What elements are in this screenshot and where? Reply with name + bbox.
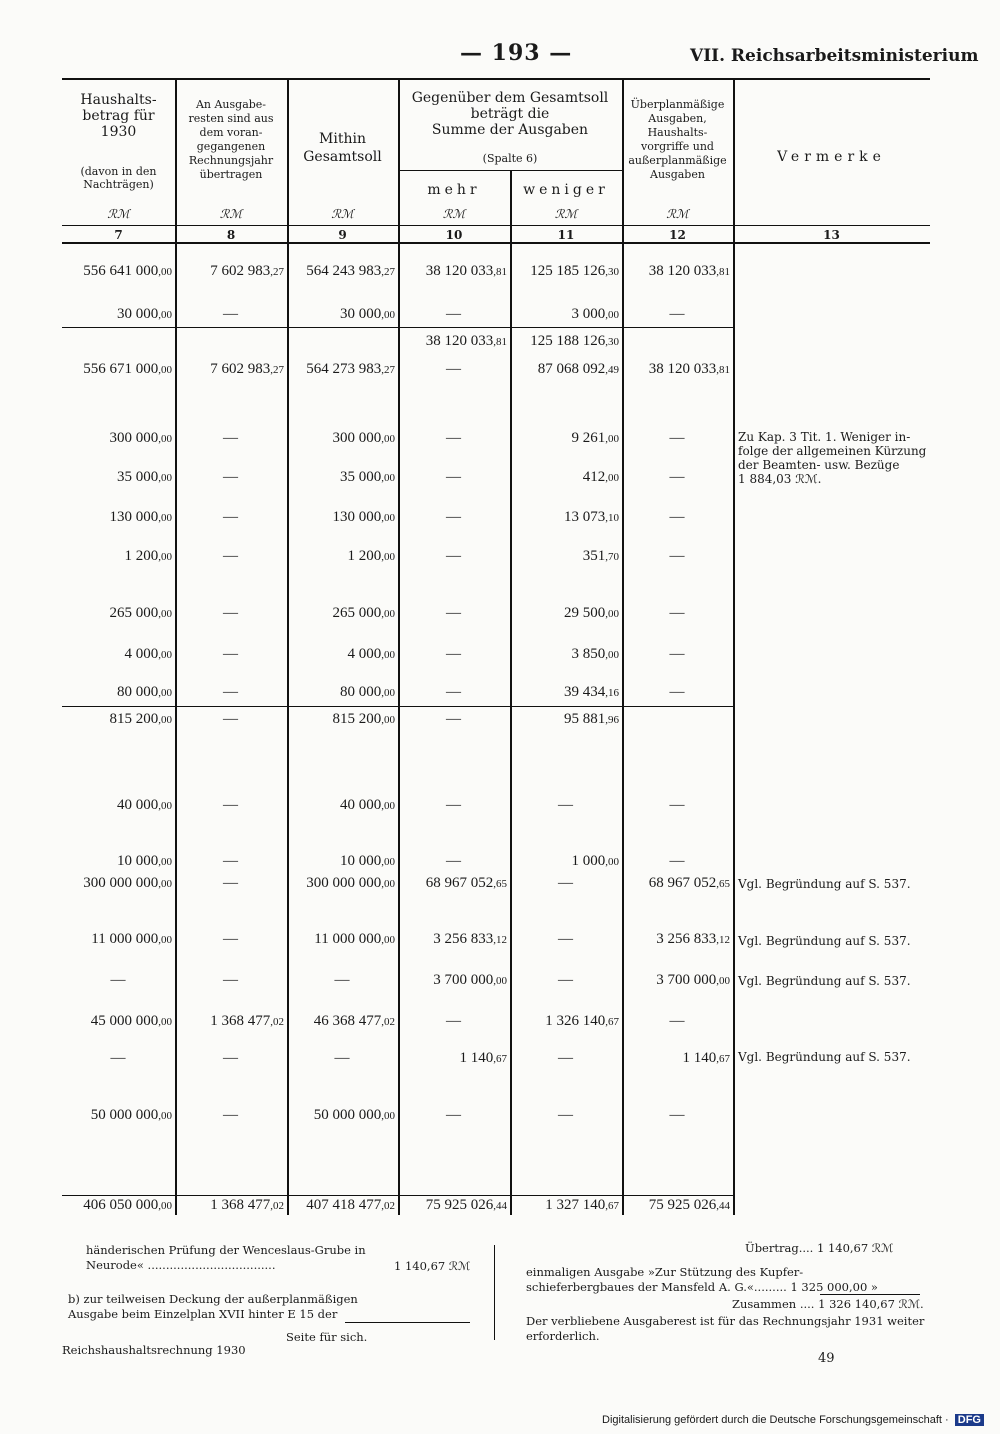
table-cell: —	[446, 646, 461, 662]
table-cell: —	[334, 1050, 350, 1066]
footnote-left-3: Seite für sich.	[286, 1330, 368, 1344]
table-cell: —	[446, 430, 461, 446]
table-top-rule	[62, 78, 930, 80]
table-cell: 7 602 983,27	[210, 361, 284, 377]
col13-header: Vermerke	[777, 149, 886, 165]
table-cell: —	[446, 853, 461, 869]
table-cell: 29 500,00	[564, 605, 619, 621]
col13-number: 13	[823, 228, 840, 242]
table-cell: —	[446, 361, 461, 377]
table-cell: 38 120 033,81	[648, 361, 730, 377]
footer-title: Reichshaushaltsrechnung 1930	[62, 1343, 246, 1357]
remark-kap3: Zu Kap. 3 Tit. 1. Weniger in- folge der allgemeinen Kürzung der Beamten- usw. Bezüge 1 884,03 ℛℳ.	[738, 430, 927, 486]
footnote-left-2: b) zur teilweisen Deckung der außerplanmäßigen Ausgabe beim Einzelplan XVII hinter E 15 der	[68, 1292, 358, 1321]
table-cell: —	[223, 646, 238, 662]
table-cell: 300 000,00	[332, 430, 395, 446]
table-cell: 30 000,00	[117, 306, 172, 322]
table-cell: —	[223, 469, 238, 485]
table-cell: 130 000,00	[109, 509, 172, 525]
table-cell: —	[223, 931, 238, 947]
footnote-divider	[494, 1245, 495, 1340]
table-cell: 46 368 477,02	[313, 1013, 395, 1029]
col10-unit: ℛℳ	[442, 207, 466, 221]
col7-unit: ℛℳ	[107, 207, 130, 221]
table-cell: 38 120 033,81	[425, 333, 507, 349]
col12-unit: ℛℳ	[666, 207, 689, 221]
table-cell: 300 000,00	[109, 430, 172, 446]
footnote-left-1: händerischen Prüfung der Wenceslaus-Grube in Neurode« ...................................	[86, 1243, 366, 1272]
footnote-right-text: einmaligen Ausgabe »Zur Stützung des Kupfer- schieferbergbaues der Mansfeld A. G.«......... 1 325 000,00 »	[526, 1265, 878, 1294]
table-cell: 4 000,00	[347, 646, 395, 662]
col11-header: weniger	[523, 182, 609, 198]
table-cell: 3 256 833,12	[656, 931, 730, 947]
col9-number: 9	[338, 228, 347, 242]
table-cell: 7 602 983,27	[210, 263, 284, 279]
table-cell: —	[558, 1050, 573, 1066]
table-cell: —	[669, 1013, 685, 1029]
table-cell: —	[558, 1107, 573, 1123]
table-cell: 3 256 833,12	[433, 931, 507, 947]
table-cell: —	[223, 430, 238, 446]
table-cell: 265 000,00	[109, 605, 172, 621]
table-cell: 87 068 092,49	[537, 361, 619, 377]
table-cell: 265 000,00	[332, 605, 395, 621]
remark-vgl-4: Vgl. Begründung auf S. 537.	[738, 1050, 911, 1064]
credit-text: Digitalisierung gefördert durch die Deutsche Forschungsgemeinschaft	[602, 1414, 942, 1426]
table-cell: —	[669, 306, 685, 322]
table-cell: —	[446, 548, 461, 564]
table-cell: —	[446, 605, 461, 621]
table-cell: 1 368 477,02	[210, 1197, 284, 1213]
table-cell: 564 243 983,27	[306, 263, 395, 279]
table-cell: 3 000,00	[571, 306, 619, 322]
table-cell: 1 200,00	[347, 548, 395, 564]
table-cell: —	[558, 972, 573, 988]
col7-number: 7	[114, 228, 123, 242]
table-cell: —	[446, 711, 461, 727]
table-cell: 80 000,00	[117, 684, 172, 700]
table-cell: 50 000 000,00	[313, 1107, 395, 1123]
table-cell: 130 000,00	[332, 509, 395, 525]
table-cell: 11 000 000,00	[314, 931, 395, 947]
table-cell: —	[669, 509, 685, 525]
table-cell: 815 200,00	[332, 711, 395, 727]
col12-number: 12	[669, 228, 686, 242]
table-cell: —	[446, 1107, 461, 1123]
table-cell: 1 140,67	[682, 1050, 730, 1066]
table-cell: —	[223, 684, 238, 700]
footnote-left-1-amount: 1 140,67 ℛℳ	[394, 1259, 471, 1273]
table-cell: —	[223, 853, 238, 869]
table-cell: —	[223, 711, 238, 727]
table-cell: 300 000 000,00	[83, 875, 172, 891]
table-cell: —	[446, 1013, 461, 1029]
unit-rule	[62, 225, 930, 226]
table-cell: —	[223, 1050, 238, 1066]
table-cell: —	[110, 1050, 126, 1066]
table-cell: 40 000,00	[340, 797, 395, 813]
table-cell: 75 925 026,44	[648, 1197, 730, 1213]
col11-number: 11	[557, 228, 575, 242]
table-cell: 1 000,00	[571, 853, 619, 869]
table-cell: 1 200,00	[124, 548, 172, 564]
table-cell: 40 000,00	[117, 797, 172, 813]
col9-header: Mithin Gesamtsoll	[303, 131, 382, 165]
table-cell: 1 368 477,02	[210, 1013, 284, 1029]
table-cell: —	[223, 797, 238, 813]
table-cell: —	[669, 1107, 685, 1123]
table-cell: 556 671 000,00	[83, 361, 172, 377]
header-bottom-rule	[62, 242, 930, 244]
footnote-uebertrag: Übertrag.... 1 140,67 ℛℳ	[745, 1241, 894, 1255]
table-cell: 10 000,00	[340, 853, 395, 869]
table-cell: —	[446, 469, 461, 485]
table-cell: 11 000 000,00	[91, 931, 172, 947]
digitization-credit: Digitalisierung gefördert durch die Deutsche Forschungsgemeinschaft · DFG	[602, 1414, 984, 1426]
table-cell: —	[223, 306, 238, 322]
table-cell: —	[558, 875, 573, 891]
table-cell: 412,00	[582, 469, 619, 485]
table-cell: 38 120 033,81	[425, 263, 507, 279]
table-cell: 3 700 000,00	[656, 972, 730, 988]
group-subheader: (Spalte 6)	[482, 152, 538, 165]
table-cell: —	[446, 306, 461, 322]
col11-unit: ℛℳ	[554, 207, 578, 221]
table-cell: —	[446, 509, 461, 525]
footnote-left-rule	[345, 1322, 470, 1323]
page-number: — 193 —	[460, 40, 573, 66]
table-cell: 125 185 126,30	[530, 263, 619, 279]
section-title: VII. Reichsarbeitsministerium	[690, 46, 979, 66]
col7-subheader: (davon in den Nachträgen)	[80, 165, 157, 191]
table-cell: —	[669, 469, 685, 485]
table-cell: 564 273 983,27	[306, 361, 395, 377]
table-cell: —	[223, 972, 238, 988]
table-cell: 38 120 033,81	[648, 263, 730, 279]
table-cell: —	[669, 853, 685, 869]
table-cell: 1 326 140,67	[545, 1013, 619, 1029]
table-cell: 300 000 000,00	[306, 875, 395, 891]
table-cell: —	[669, 430, 685, 446]
table-cell: 50 000 000,00	[90, 1107, 172, 1123]
table-cell: —	[558, 797, 573, 813]
table-cell: 815 200,00	[109, 711, 172, 727]
table-cell: 1 327 140,67	[545, 1197, 619, 1213]
col7-header: Haushalts- betrag für 1930	[80, 92, 157, 140]
table-cell: 95 881,96	[564, 711, 619, 727]
col-rule-12-13	[733, 80, 735, 1215]
table-cell: 10 000,00	[117, 853, 172, 869]
col10-number: 10	[445, 228, 463, 242]
col8-unit: ℛℳ	[219, 207, 243, 221]
table-cell: —	[446, 797, 461, 813]
table-cell: —	[334, 972, 350, 988]
table-cell: —	[110, 972, 126, 988]
table-cell: —	[669, 646, 685, 662]
table-cell: 407 418 477,02	[306, 1197, 395, 1213]
table-cell: 3 850,00	[571, 646, 619, 662]
footnote-right-rule	[820, 1294, 920, 1295]
col9-unit: ℛℳ	[331, 207, 354, 221]
table-cell: —	[223, 1107, 238, 1123]
remark-vgl-3: Vgl. Begründung auf S. 537.	[738, 974, 911, 988]
footer-page-number: 49	[818, 1351, 835, 1366]
table-cell: 1 140,67	[459, 1050, 507, 1066]
table-cell: 9 261,00	[571, 430, 619, 446]
table-cell: —	[558, 931, 573, 947]
table-cell: 39 434,16	[564, 684, 619, 700]
table-cell: —	[446, 684, 461, 700]
table-cell: 30 000,00	[340, 306, 395, 322]
remark-vgl-1: Vgl. Begründung auf S. 537.	[738, 877, 911, 891]
col10-header: mehr	[427, 182, 481, 198]
table-cell: 351,70	[582, 548, 619, 564]
table-cell: —	[223, 605, 238, 621]
table-cell: 125 188 126,30	[530, 333, 619, 349]
table-cell: 68 967 052,65	[648, 875, 730, 891]
table-cell: 13 073,10	[564, 509, 619, 525]
table-cell: —	[223, 875, 238, 891]
table-cell: —	[223, 548, 238, 564]
table-cell: 80 000,00	[340, 684, 395, 700]
table-cell: 68 967 052,65	[425, 875, 507, 891]
table-cell: —	[669, 684, 685, 700]
table-cell: —	[223, 509, 238, 525]
table-cell: 556 641 000,00	[83, 263, 172, 279]
col8-number: 8	[226, 228, 236, 242]
col8-header: An Ausgabe- resten sind aus dem voran- gegangenen Rechnungsjahr übertragen	[188, 98, 274, 181]
table-cell: 45 000 000,00	[90, 1013, 172, 1029]
table-cell: —	[669, 797, 685, 813]
group-header: Gegenüber dem Gesamtsoll beträgt die Summe der Ausgaben	[411, 90, 609, 138]
table-cell: —	[669, 548, 685, 564]
footnote-rest: Der verbliebene Ausgaberest ist für das Rechnungsjahr 1931 weiter erforderlich.	[526, 1314, 925, 1343]
table-cell: 406 050 000,00	[83, 1197, 172, 1213]
dfg-logo: DFG	[955, 1414, 984, 1426]
table-cell: 4 000,00	[124, 646, 172, 662]
col12-header: Überplanmäßige Ausgaben, Haushalts- vorgriffe und außerplanmäßige Ausgaben	[628, 98, 727, 181]
table-cell: 3 700 000,00	[433, 972, 507, 988]
remark-vgl-2: Vgl. Begründung auf S. 537.	[738, 934, 911, 948]
table-cell: 35 000,00	[340, 469, 395, 485]
footnote-zusammen: Zusammen .... 1 326 140,67 ℛℳ.	[732, 1297, 924, 1311]
table-cell: —	[669, 605, 685, 621]
table-cell: 35 000,00	[117, 469, 172, 485]
table-cell: 75 925 026,44	[425, 1197, 507, 1213]
